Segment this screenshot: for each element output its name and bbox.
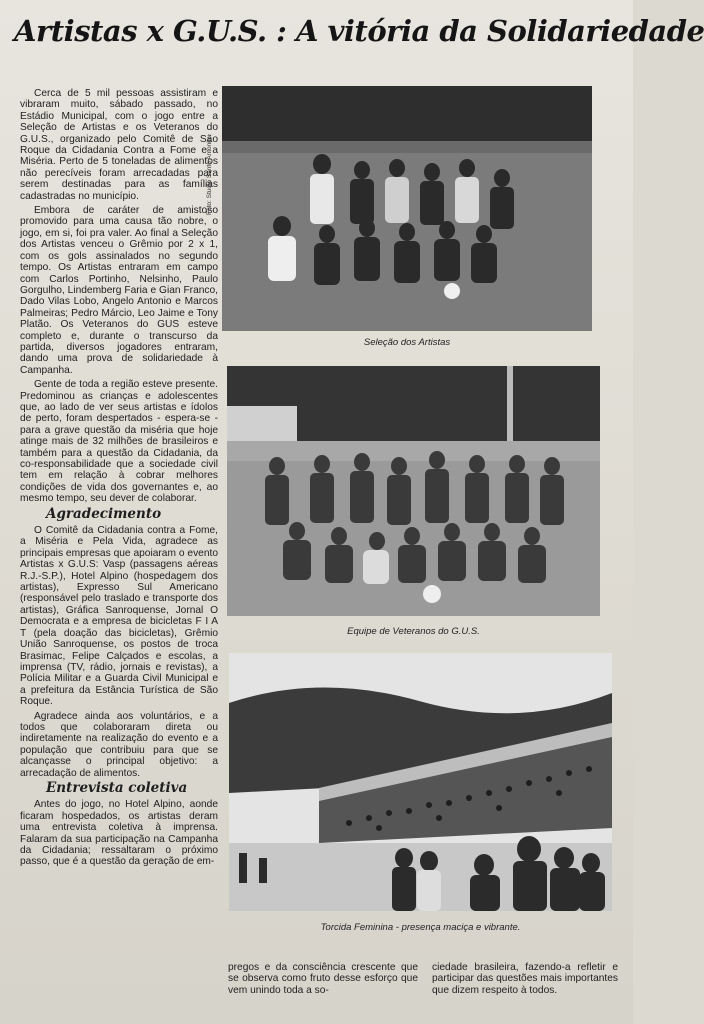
caption-veterans: Equipe de Veteranos do G.U.S.	[347, 626, 480, 637]
photo-crowd	[229, 653, 612, 911]
article-column	[20, 88, 218, 871]
paragraph-volunteers: Agradece ainda aos voluntários, e a todos que colaboraram direta ou indiretamente na realização do evento e a população que contribuiu para que se alcançasse o principal objetivo: a arrecadação de alimentos.	[20, 710, 218, 779]
paragraph-audience: Gente de toda a região esteve presente. Predominou as crianças e adolescentes que, ao lado de ver seus artistas e ídolos de perto, foram despertados - espera-se - para a grave questão da miséria que hoje atinge mais de 32 milhões de brasileiros e também para a questão da Cidadania, da co-responsabilidade que a sociedade civil tem em relação à cobrar melhores condições de vida dos governantes e, ao mesmo tempo, seu dever de colaborar.	[20, 379, 218, 505]
column-3-bottom: ciedade brasileira, fazendo-a refletir e participar das questões mais importantes que dizem respeito à todos.	[432, 962, 618, 996]
headline: Artistas x G.U.S. : A vitória da Solidariedade	[14, 14, 704, 48]
subheading-agradecimento: Agradecimento	[46, 505, 162, 522]
photo-veterans-team	[227, 366, 600, 616]
caption-crowd: Torcida Feminina - presença maciça e vibrante.	[320, 922, 521, 933]
paragraph-game: Embora de caráter de amistoso promovido para uma causa tão nobre, o jogo, em si, foi pra valer. Ao final a Seleção dos Artistas venceu o Grêmio por 2 x 1, com os gols assinalados no segundo tempo. Os Artistas entraram em campo com Carlos Portinho, Nelsinho, Paulo Gorgulho, Lindemberg Faria e Gian Franco, Dado Vilas Lobo, Angelo Antonio e Marcos Palmeiras; Pedro Márcio, Leo Jaime e Tony Platão. Os Veteranos do GUS esteve completo e, durante o transcurso da partida, diversos jogadores entraram, dando uma prova de solidariedade à Campanha.	[20, 205, 218, 376]
subheading-entrevista: Entrevista coletiva	[46, 779, 188, 796]
caption-artists: Seleção dos Artistas	[363, 337, 451, 348]
paragraph-interview: Antes do jogo, no Hotel Alpino, aonde ficaram hospedados, os artistas deram uma entrevista coletiva à imprensa. Falaram da sua participação na Campanha da Cidadania; ressaltaram o próximo passo, que é a questão da geração de em-	[20, 799, 218, 868]
photo-artists-team	[222, 86, 592, 331]
paragraph-intro: Cerca de 5 mil pessoas assistiram e vibraram muito, sábado passado, no Estádio Municipal, com o jogo entre a Seleção de Artistas e os Veteranos do G.U.S., organizado pelo Comitê de São Roque da Cidadania Contra a Fome e a Miséria. Perto de 5 toneladas de alimentos não perecíveis foram arrecadadas para serem destinadas para as famílias cadastradas no município.	[20, 88, 218, 202]
paragraph-thanks: O Comitê da Cidadania contra a Fome, a Miséria e Pela Vida, agradece as principais empresas que apoiaram o evento Artistas x G.U.S: Vasp (passagens aéreas R.J.-S.P.), Hotel Alpino (hospedagem dos artistas), Expresso Sul Americano (responsável pelo traslado e transporte dos artistas), Gráfica Sanroquense, Jornal O Democrata e a empresa de bicicletas F I A T (pela doação das bicicletas), Grêmio União Sanroquense, os postos de troca Brasimac, Felipe Calçados e escolas, a imprensa (TV, rádio, jornais e revistas), a Polícia Militar e a Guarda Civil Municipal e a prefeitura da Estância Turística de São Roque.	[20, 525, 218, 708]
column-2-bottom: pregos e da consciência crescente que se observa como fruto desse esforço que vem unindo toda a so-	[228, 962, 418, 996]
photo-credit: Foto: Studio Santo Antonio	[206, 137, 213, 215]
